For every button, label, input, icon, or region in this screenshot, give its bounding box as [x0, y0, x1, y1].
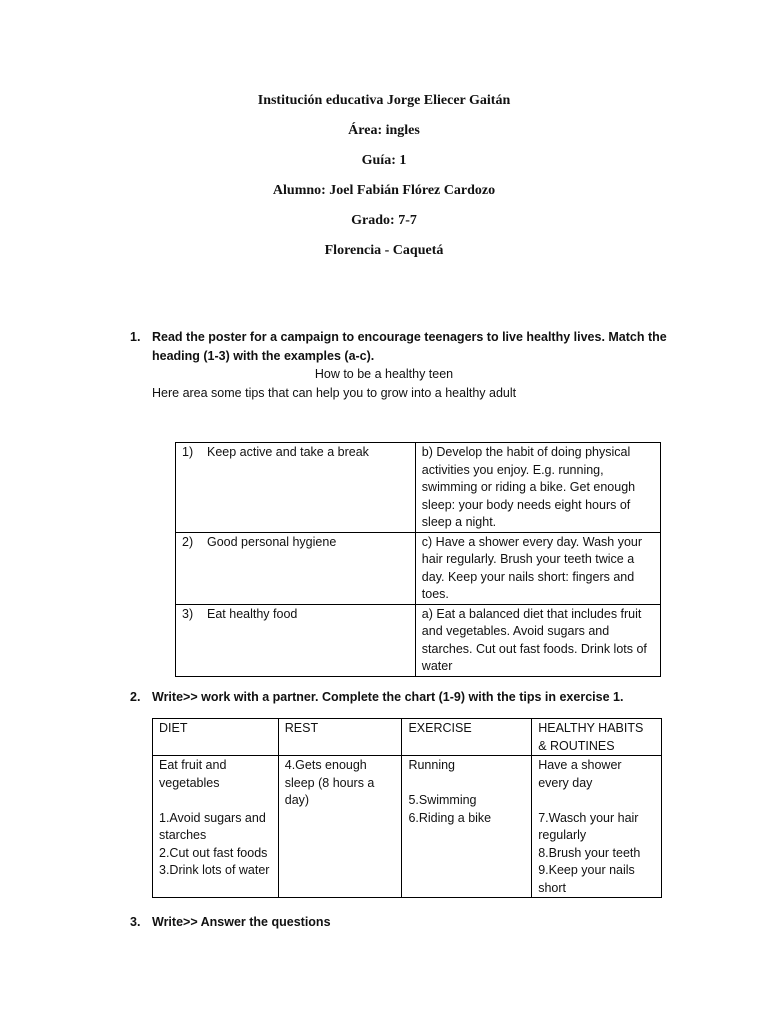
example-cell: b) Develop the habit of doing physical activities you enjoy. E.g. running, swimming or riding a bike. Get enough sleep: your body needs eight hours of sleep a night. — [415, 443, 660, 533]
q2-number: 2. — [130, 690, 141, 704]
heading-cell: 2) Good personal hygiene — [176, 532, 416, 604]
rest-cell: 4.Gets enough sleep (8 hours a day) — [278, 756, 402, 898]
column-header: EXERCISE — [402, 719, 532, 756]
q1-instructions: Read the poster for a campaign to encourage teenagers to live healthy lives. Match the heading (1-3) with the examples (a-c). — [152, 330, 667, 363]
example-cell: c) Have a shower every day. Wash your hair regularly. Brush your teeth twice a day. Keep your nails short: fingers and toes. — [415, 532, 660, 604]
table-header-row — [153, 719, 662, 756]
column-header: DIET — [153, 719, 279, 756]
example-cell: a) Eat a balanced diet that includes fruit and vegetables. Avoid sugars and starches. Cut out fast foods. Drink lots of water — [415, 604, 660, 676]
q1-poster-title: How to be a healthy teen — [314, 367, 454, 381]
q1-intro: Here area some tips that can help you to grow into a healthy adult — [152, 386, 517, 400]
table-row — [176, 532, 661, 604]
q2-instructions: Write>> work with a partner. Complete the chart (1-9) with the tips in exercise 1. — [152, 690, 624, 704]
column-header: REST — [278, 719, 402, 756]
table-row — [176, 604, 661, 676]
heading-cell: 3) Eat healthy food — [176, 604, 416, 676]
table-row — [176, 443, 661, 533]
table-row — [153, 756, 662, 898]
q1-number: 1. — [130, 330, 141, 344]
matching-table — [175, 442, 661, 677]
heading-cell: 1) Keep active and take a break — [176, 443, 416, 533]
chart-table — [152, 718, 662, 898]
exercise-cell: Running 5.Swimming 6.Riding a bike — [402, 756, 532, 898]
q3-instructions: Write>> Answer the questions — [152, 915, 331, 929]
school-name: Institución educativa Jorge Eliecer Gaitán — [257, 93, 511, 108]
habits-cell: Have a shower every day 7.Wasch your hair regularly 8.Brush your teeth 9.Keep your nails short — [532, 756, 662, 898]
column-header: HEALTHY HABITS & ROUTINES — [532, 719, 662, 756]
guide-line: Guía: 1 — [361, 153, 407, 168]
grade-line: Grado: 7-7 — [351, 213, 417, 228]
city-line: Florencia - Caquetá — [324, 243, 444, 258]
student-line: Alumno: Joel Fabián Flórez Cardozo — [272, 183, 496, 198]
diet-cell: Eat fruit and vegetables 1.Avoid sugars and starches 2.Cut out fast foods 3.Drink lots of water — [153, 756, 279, 898]
q3-number: 3. — [130, 915, 141, 929]
area-line: Área: ingles — [348, 123, 420, 138]
